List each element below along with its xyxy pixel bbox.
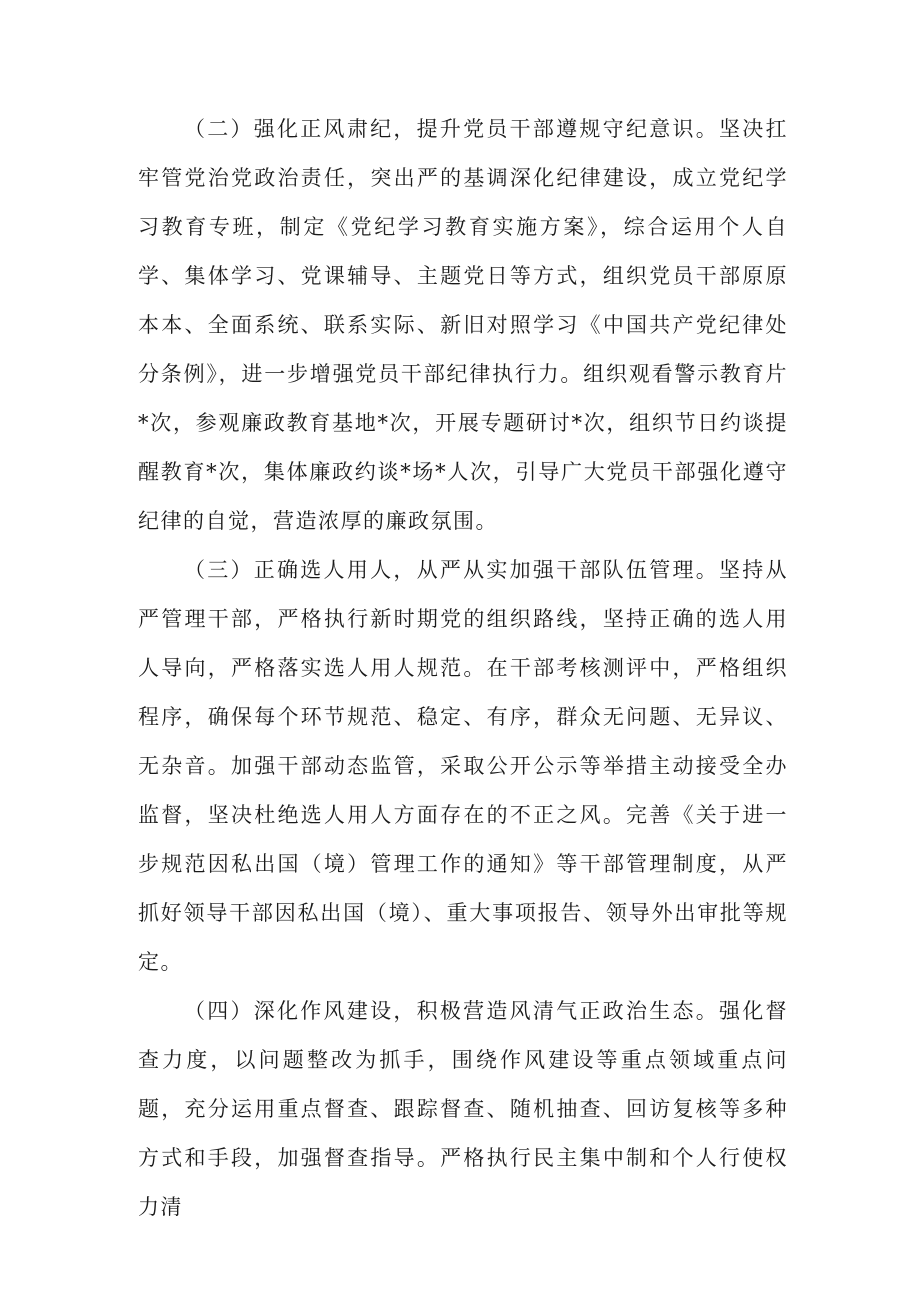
- paragraph-section-3: （三）正确选人用人，从严从实加强干部队伍管理。坚持从严管理干部，严格执行新时期党的组织路线，坚持正确的选人用人导向，严格落实选人用人规范。在干部考核测评中，严格组织程序，确保每个环节规范、稳定、有序，群众无问题、无异议、无杂音。加强干部动态监管，采取公开公示等举措主动接受全办监督，坚决杜绝选人用人方面存在的不正之风。完善《关于进一步规范因私出国（境）管理工作的通知》等干部管理制度，从严抓好领导干部因私出国（境）、重大事项报告、领导外出审批等规定。: [138, 558, 788, 974]
- paragraph-section-4: （四）深化作风建设，积极营造风清气正政治生态。强化督查力度，以问题整改为抓手，围绕作风建设等重点领域重点问题，充分运用重点督查、跟踪督查、随机抽查、回访复核等多种方式和手段，加强督查指导。严格执行民主集中制和个人行使权力清: [138, 999, 788, 1219]
- document-body: [138, 105, 788, 1232]
- paragraph-section-2: （二）强化正风肃纪，提升党员干部遵规守纪意识。坚决扛牢管党治党政治责任，突出严的基调深化纪律建设，成立党纪学习教育专班，制定《党纪学习教育实施方案》，综合运用个人自学、集体学习、党课辅导、主题党日等方式，组织党员干部原原本本、全面系统、联系实际、新旧对照学习《中国共产党纪律处分条例》，进一步增强党员干部纪律执行力。组织观看警示教育片*次，参观廉政教育基地*次，开展专题研讨*次，组织节日约谈提醒教育*次，集体廉政约谈*场*人次，引导广大党员干部强化遵守纪律的自觉，营造浓厚的廉政氛围。: [138, 117, 788, 533]
